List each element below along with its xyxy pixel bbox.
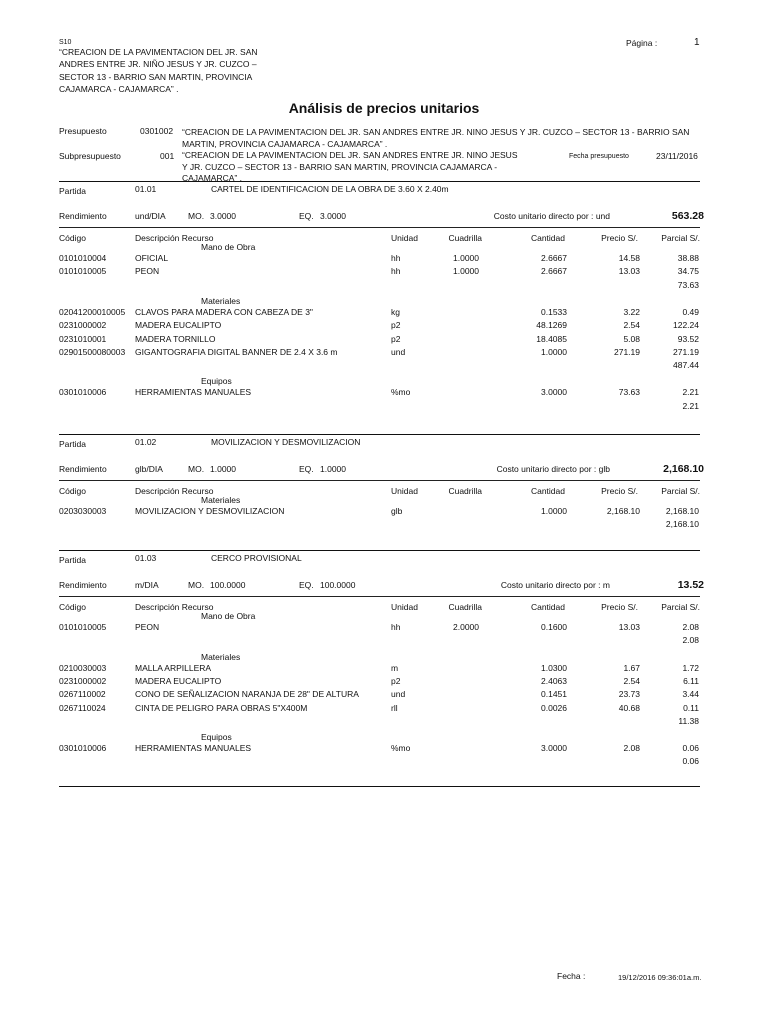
row-codigo: 0231000002 [59, 675, 107, 686]
costo-unit: m [602, 580, 610, 590]
partida-name: MOVILIZACION Y DESMOVILIZACION [211, 437, 361, 447]
row-precio: 73.63 [618, 387, 640, 398]
header-project-line: ANDRES ENTRE JR. NIÑO JESUS Y JR. CUZCO – [59, 59, 257, 70]
col-header-cantidad: Cantidad [530, 233, 565, 243]
costo-unit: glb [598, 464, 610, 474]
row-descripcion: MALLA ARPILLERA [135, 662, 212, 673]
row-parcial: 2.08 [682, 622, 699, 632]
group-name: Materiales [201, 495, 241, 505]
row-unidad: hh [391, 253, 401, 263]
row-codigo: 02901500080003 [59, 346, 126, 357]
row-parcial: 2.21 [682, 387, 699, 398]
subpresupuesto-code: 001 [160, 151, 175, 161]
col-header-cuadrilla: Cuadrilla [448, 233, 482, 243]
row-cuadrilla: 1.0000 [453, 266, 479, 277]
subpresupuesto-line: CAJAMARCA” . [182, 173, 242, 183]
col-header-parcial: Parcial S/. [661, 233, 700, 243]
row-descripcion: GIGANTOGRAFIA DIGITAL BANNER DE 2.4 X 3.6 m [135, 346, 338, 357]
rendimiento-unit: und/DIA [135, 211, 166, 221]
system-label: S10 [59, 39, 72, 46]
row-parcial: 122.24 [673, 320, 699, 331]
row-codigo: 0301010006 [59, 743, 107, 754]
row-descripcion: HERRAMIENTAS MANUALES [135, 387, 252, 398]
col-header-parcial: Parcial S/. [661, 486, 700, 496]
row-cantidad: 0.1533 [541, 306, 567, 317]
row-unidad: m [391, 662, 399, 673]
eq-label: EQ. [299, 580, 314, 590]
row-unidad: %mo [391, 387, 411, 398]
rendimiento-unit: m/DIA [135, 580, 159, 590]
row-parcial: 2,168.10 [665, 506, 699, 516]
row-cantidad: 2.4063 [541, 675, 567, 686]
row-precio: 5.08 [623, 333, 640, 344]
rendimiento-label: Rendimiento [59, 211, 107, 221]
row-precio: 14.58 [618, 253, 640, 263]
row-precio: 2.08 [623, 743, 640, 754]
row-unidad: %mo [391, 743, 411, 754]
row-cantidad: 1.0300 [541, 662, 567, 673]
subpresupuesto-line: Y JR. CUZCO – SECTOR 13 - BARRIO SAN MARTIN, PROVINCIA CAJAMARCA - [182, 161, 498, 172]
col-header-cantidad: Cantidad [530, 486, 565, 496]
row-descripcion: CINTA DE PELIGRO PARA OBRAS 5"X400M [135, 702, 308, 713]
partida-name: CARTEL DE IDENTIFICACION DE LA OBRA DE 3.60 X 2.40m [211, 184, 449, 194]
row-parcial: 1.72 [682, 662, 699, 673]
row-precio: 1.67 [623, 662, 640, 673]
eq-label: EQ. [299, 211, 314, 221]
partida-top-rule [59, 550, 700, 551]
row-unidad: rll [391, 702, 398, 713]
row-unidad: p2 [391, 320, 401, 331]
row-codigo: 0210030003 [59, 662, 107, 673]
fecha-presupuesto-label: Fecha presupuesto [569, 153, 629, 160]
row-codigo: 0101010004 [59, 253, 107, 263]
group-subtotal: 0.06 [682, 756, 699, 767]
mo-value: 100.0000 [210, 580, 246, 590]
group-name: Materiales [201, 651, 241, 662]
row-codigo: 0101010005 [59, 622, 107, 632]
costo-prefix: Costo unitario directo por : [496, 464, 597, 474]
row-cantidad: 3.0000 [541, 387, 567, 398]
col-header-descripcion: Descripción Recurso [135, 602, 214, 612]
presupuesto-label: Presupuesto [59, 126, 107, 136]
row-codigo: 0267110002 [59, 689, 106, 700]
row-unidad: p2 [391, 675, 401, 686]
row-precio: 2.54 [623, 675, 640, 686]
row-precio: 40.68 [618, 702, 640, 713]
row-parcial: 3.44 [682, 689, 699, 700]
header-rule [59, 227, 700, 228]
subpresupuesto-label: Subpresupuesto [59, 151, 121, 161]
page-label: Página : [626, 38, 658, 48]
presupuesto-code: 0301002 [140, 126, 174, 136]
mo-label: MO. [188, 580, 205, 590]
row-parcial: 0.49 [682, 306, 699, 317]
col-header-codigo: Código [59, 602, 86, 612]
subpresupuesto-description [182, 150, 518, 185]
row-codigo: 0101010005 [59, 266, 107, 277]
fecha-presupuesto: 23/11/2016 [656, 151, 698, 161]
row-descripcion: MADERA EUCALIPTO [135, 320, 222, 331]
row-parcial: 34.75 [677, 266, 699, 277]
eq-value: 100.0000 [320, 580, 356, 590]
partida-label: Partida [59, 186, 86, 196]
col-header-cuadrilla: Cuadrilla [448, 486, 482, 496]
row-cuadrilla: 2.0000 [453, 622, 479, 632]
row-cantidad: 2.6667 [541, 253, 567, 263]
col-header-cuadrilla: Cuadrilla [448, 602, 482, 612]
presupuesto-line: “CREACION DE LA PAVIMENTACION DEL JR. SAN ANDRES ENTRE JR. NINO JESUS Y JR. CUZCO – SECTOR 13 - BARRIO SAN [182, 127, 690, 137]
eq-value: 3.0000 [320, 211, 346, 221]
row-descripcion: MOVILIZACION Y DESMOVILIZACION [135, 506, 285, 516]
row-cuadrilla: 1.0000 [453, 253, 479, 263]
mo-value: 3.0000 [210, 211, 236, 221]
col-header-codigo: Código [59, 233, 86, 243]
row-codigo: 0231000002 [59, 320, 107, 331]
page-number: 1 [694, 37, 700, 48]
row-unidad: kg [391, 306, 400, 317]
page-title: Análisis de precios unitarios [288, 100, 480, 116]
costo-unitario-value: 13.52 [677, 579, 704, 591]
col-header-precio: Precio S/. [601, 233, 638, 243]
mo-label: MO. [188, 211, 205, 221]
row-cantidad: 1.0000 [541, 346, 567, 357]
row-cantidad: 0.0026 [541, 702, 567, 713]
row-parcial: 0.06 [682, 743, 699, 754]
bottom-rule [59, 786, 700, 787]
row-codigo: 0231010001 [59, 333, 107, 344]
row-descripcion: OFICIAL [135, 253, 169, 263]
col-header-precio: Precio S/. [601, 602, 638, 612]
row-parcial: 0.11 [683, 702, 699, 713]
col-header-codigo: Código [59, 486, 86, 496]
row-cantidad: 18.4085 [536, 333, 567, 344]
col-header-parcial: Parcial S/. [661, 602, 700, 612]
row-codigo: 02041200010005 [59, 306, 126, 317]
col-header-descripcion: Descripción Recurso [135, 486, 214, 496]
row-precio: 2,168.10 [606, 506, 640, 516]
mo-value: 1.0000 [210, 464, 236, 474]
row-cantidad: 0.1600 [541, 622, 567, 632]
row-parcial: 6.11 [683, 675, 699, 686]
row-descripcion: CONO DE SEÑALIZACION NARANJA DE 28" DE ALTURA [135, 689, 359, 700]
row-cantidad: 3.0000 [541, 743, 567, 754]
presupuesto-description [182, 126, 689, 150]
group-subtotal: 487.44 [673, 360, 699, 371]
costo-unitario-value: 563.28 [671, 210, 704, 222]
partida-top-rule [59, 434, 700, 435]
footer-fecha-label: Fecha : [557, 971, 586, 981]
row-precio: 13.03 [618, 622, 640, 632]
col-header-unidad: Unidad [391, 486, 418, 496]
row-unidad: hh [391, 266, 401, 277]
presupuesto-line: MARTIN, PROVINCIA CAJAMARCA - CAJAMARCA” . [182, 139, 388, 149]
row-parcial: 271.19 [673, 346, 699, 357]
costo-unitario-value: 2,168.10 [663, 463, 704, 475]
row-parcial: 38.88 [677, 253, 699, 263]
row-codigo: 0301010006 [59, 387, 107, 398]
group-subtotal: 11.38 [678, 715, 699, 726]
footer-fecha: 19/12/2016 09:36:01a.m. [618, 973, 702, 982]
partida-name: CERCO PROVISIONAL [211, 553, 302, 563]
subpresupuesto-line: “CREACION DE LA PAVIMENTACION DEL JR. SAN ANDRES ENTRE JR. NINO JESUS [182, 150, 518, 160]
group-name: Equipos [201, 376, 232, 387]
row-cantidad: 1.0000 [541, 506, 567, 516]
row-descripcion: HERRAMIENTAS MANUALES [135, 743, 252, 754]
group-subtotal: 2.21 [682, 400, 699, 411]
rendimiento-label: Rendimiento [59, 464, 107, 474]
row-precio: 2.54 [623, 320, 640, 331]
header-project-line: SECTOR 13 - BARRIO SAN MARTIN, PROVINCIA [59, 71, 253, 82]
col-header-unidad: Unidad [391, 602, 418, 612]
row-parcial: 93.52 [677, 333, 699, 344]
row-descripcion: PEON [135, 266, 160, 277]
group-name: Mano de Obra [201, 611, 256, 621]
row-precio: 13.03 [618, 266, 640, 277]
header-project-line: “CREACION DE LA PAVIMENTACION DEL JR. SAN [59, 47, 258, 57]
header-rule [59, 596, 700, 597]
group-subtotal: 73.63 [677, 279, 699, 290]
row-precio: 3.22 [623, 306, 640, 317]
row-descripcion: CLAVOS PARA MADERA CON CABEZA DE 3" [135, 306, 313, 317]
group-subtotal: 2.08 [682, 635, 699, 646]
costo-prefix: Costo unitario directo por : [500, 580, 601, 590]
row-codigo: 0267110024 [59, 702, 106, 713]
row-unidad: p2 [391, 333, 401, 344]
row-precio: 271.19 [614, 346, 640, 357]
row-descripcion: MADERA TORNILLO [135, 333, 216, 344]
eq-value: 1.0000 [320, 464, 346, 474]
header-rule [59, 480, 700, 481]
row-precio: 23.73 [618, 689, 640, 700]
col-header-cantidad: Cantidad [530, 602, 565, 612]
row-unidad: und [391, 346, 406, 357]
eq-label: EQ. [299, 464, 314, 474]
col-header-descripcion: Descripción Recurso [135, 233, 214, 243]
group-subtotal: 2,168.10 [665, 519, 699, 530]
group-name: Materiales [201, 295, 241, 306]
row-cantidad: 2.6667 [541, 266, 567, 277]
col-header-precio: Precio S/. [601, 486, 638, 496]
row-unidad: hh [391, 622, 401, 632]
rendimiento-label: Rendimiento [59, 580, 107, 590]
row-unidad: glb [391, 506, 403, 516]
mo-label: MO. [188, 464, 205, 474]
header-project-line: CAJAMARCA - CAJAMARCA” . [59, 84, 179, 95]
partida-code: 01.03 [135, 553, 157, 563]
row-descripcion: MADERA EUCALIPTO [135, 675, 222, 686]
group-name: Mano de Obra [201, 242, 256, 252]
group-name: Equipos [201, 732, 232, 743]
partida-top-rule [59, 181, 700, 182]
row-cantidad: 48.1269 [536, 320, 567, 331]
row-unidad: und [391, 689, 406, 700]
partida-label: Partida [59, 439, 86, 449]
rendimiento-unit: glb/DIA [135, 464, 163, 474]
partida-code: 01.02 [135, 437, 157, 447]
partida-code: 01.01 [135, 184, 157, 194]
costo-prefix: Costo unitario directo por : [493, 211, 594, 221]
costo-unit: und [595, 211, 610, 221]
col-header-unidad: Unidad [391, 233, 418, 243]
row-cantidad: 0.1451 [541, 689, 567, 700]
header-project [59, 46, 258, 96]
row-codigo: 0203030003 [59, 506, 107, 516]
partida-label: Partida [59, 555, 86, 565]
row-descripcion: PEON [135, 622, 160, 632]
